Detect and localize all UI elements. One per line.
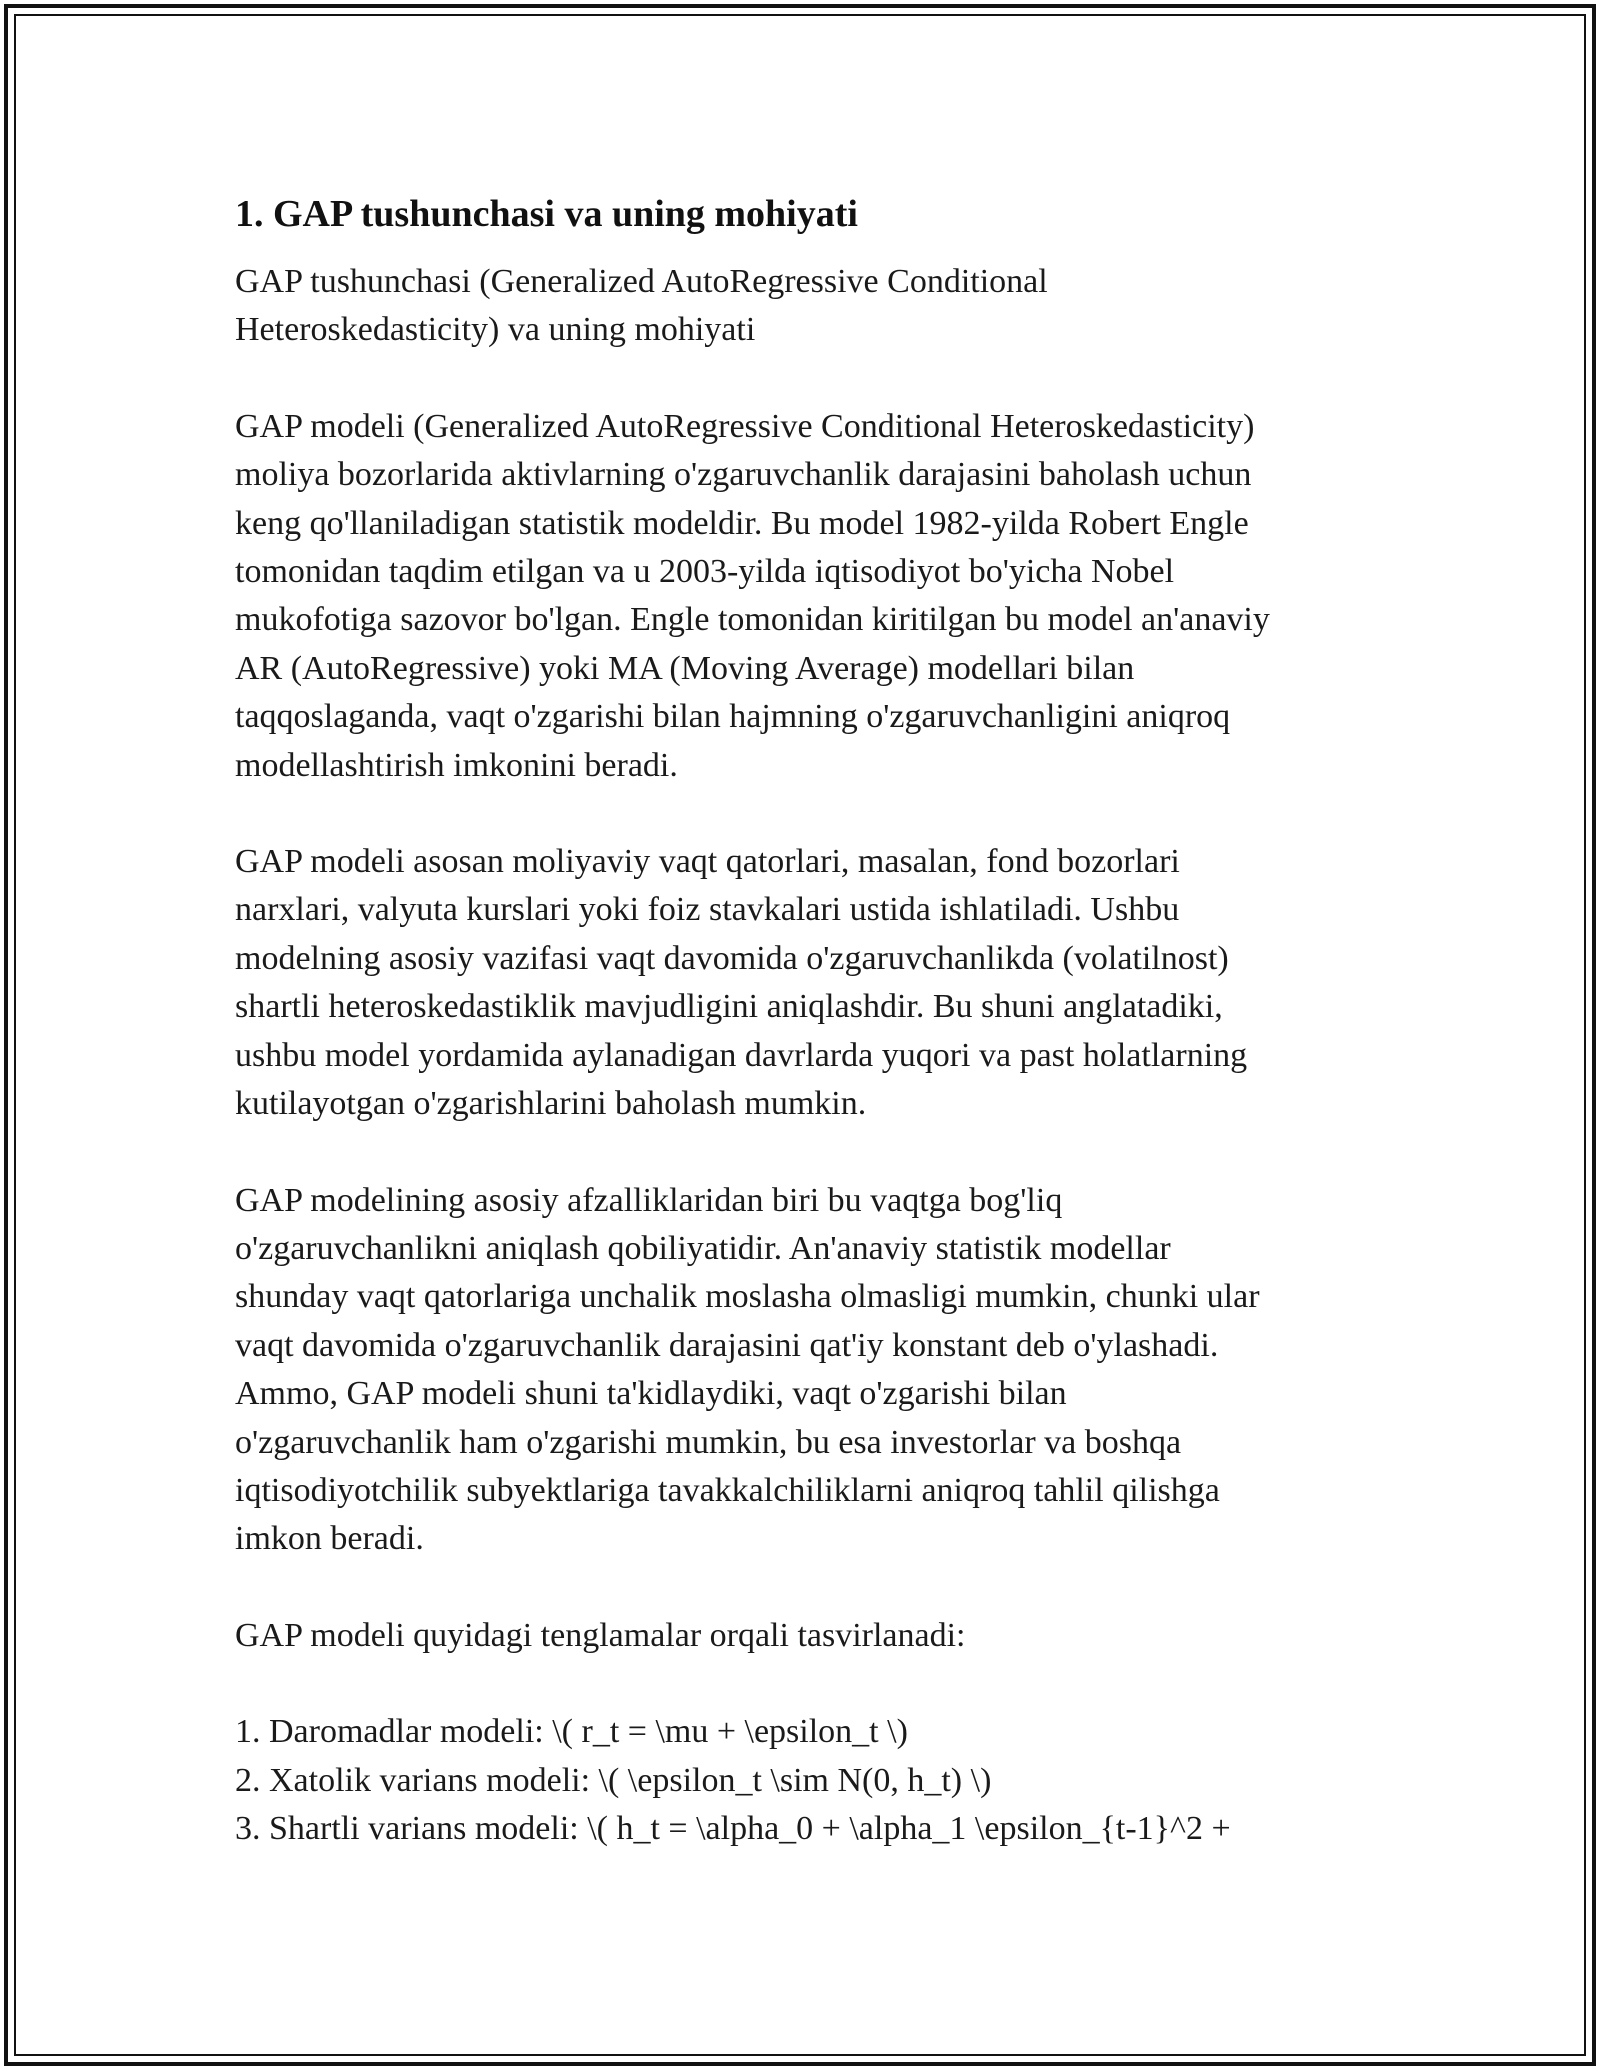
equation-error-variance-model: 2. Xatolik varians modeli: \( \epsilon_t \sim N(0, h_t) \) — [235, 1761, 992, 1799]
paragraph-usage: GAP modeli asosan moliyaviy vaqt qatorlari, masalan, fond bozorlari narxlari, valyuta kurslari yoki foiz stavkalari ustida ishlatiladi. Ushbu modelning asosiy vazifasi vaqt davomida o'zgaruvchanlikda (volatilnost) shartli heteroskedastiklik mavjudligini aniqlashdir. Bu shuni anglatadiki, ushbu model yordamida aylanadigan davrlarda yuqori va past holatlarning kutilayotgan o'zgarishlarini baholash mumkin. — [235, 843, 1248, 1123]
equation-conditional-variance-model: 3. Shartli varians modeli: \( h_t = \alpha_0 + \alpha_1 \epsilon_{t-1}^2 + — [235, 1809, 1231, 1847]
document-body — [235, 184, 1375, 1853]
paragraph-definition: GAP modeli (Generalized AutoRegressive Conditional Heteroskedasticity) moliya bozorlarida aktivlarning o'zgaruvchanlik darajasini baholash uchun keng qo'llaniladigan statistik modeldir. Bu model 1982-yilda Robert Engle tomonidan taqdim etilgan va u 2003-yilda iqtisodiyot bo'yicha Nobel mukofotiga sazovor bo'lgan. Engle tomonidan kiritilgan bu model an'anaviy AR (AutoRegressive) yoki MA (Moving Average) modellari bilan taqqoslaganda, vaqt o'zgarishi bilan hajmning o'zgaruvchanligini aniqroq modellashtirish imkonini beradi. — [235, 407, 1270, 784]
paragraph-advantages: GAP modelining asosiy afzalliklaridan biri bu vaqtga bog'liq o'zgaruvchanlikni aniqlash qobiliyatidir. An'anaviy statistik modellar shunday vaqt qatorlariga unchalik moslasha olmasligi mumkin, chunki ular vaqt davomida o'zgaruvchanlik darajasini qat'iy konstant deb o'ylashadi. Ammo, GAP modeli shuni ta'kidlaydiki, vaqt o'zgarishi bilan o'zgaruvchanlik ham o'zgarishi mumkin, bu esa investorlar va boshqa iqtisodiyotchilik subyektlariga tavakkalchiliklarni aniqroq tahlil qilishga imkon beradi. — [235, 1181, 1260, 1558]
paragraph-equations-intro: GAP modeli quyidagi tenglamalar orqali tasvirlanadi: — [235, 1616, 966, 1654]
equation-returns-model: 1. Daromadlar modeli: \( r_t = \mu + \epsilon_t \) — [235, 1713, 908, 1751]
equations-list — [235, 1708, 1375, 1853]
section-heading: 1. GAP tushunchasi va uning mohiyati — [235, 193, 858, 235]
paragraph-intro-title: GAP tushunchasi (Generalized AutoRegressive Conditional Heteroskedasticity) va uning mohiyati — [235, 263, 1048, 349]
